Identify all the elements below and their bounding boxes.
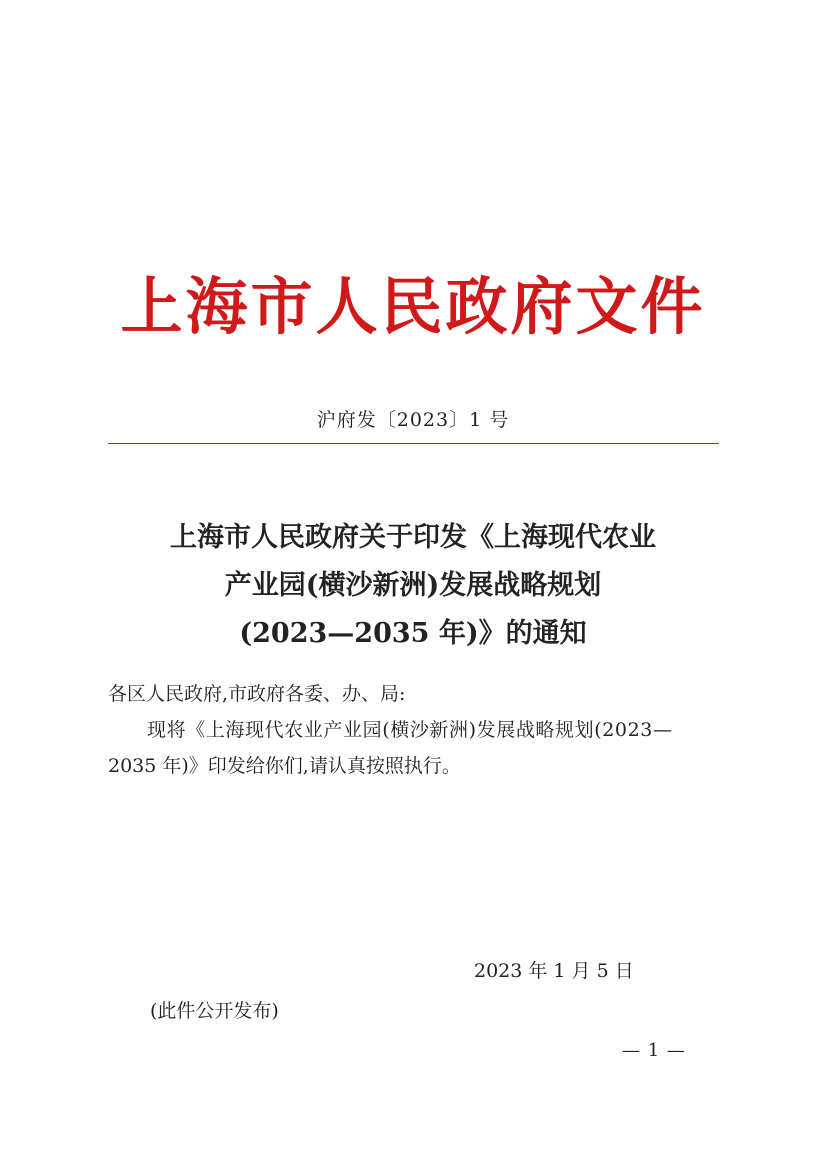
header-divider-rule bbox=[108, 443, 719, 444]
body-paragraph-line-1: 现将《上海现代农业产业园(横沙新洲)发展战略规划(2023— bbox=[147, 719, 673, 741]
notice-title-line-1: 上海市人民政府关于印发《上海现代农业 bbox=[170, 522, 656, 553]
disclosure-note: (此件公开发布) bbox=[150, 1000, 279, 1022]
addressee-line: 各区人民政府,市政府各委、办、局: bbox=[108, 683, 406, 705]
document-number: 沪府发〔2023〕1 号 bbox=[316, 409, 510, 431]
issuer-header-title: 上海市人民政府文件 bbox=[120, 270, 706, 343]
notice-title-line-3: (2023—2035 年)》的通知 bbox=[239, 618, 587, 649]
body-paragraph-line-2: 2035 年)》印发给你们,请认真按照执行。 bbox=[108, 755, 461, 777]
notice-title-line-2: 产业园(横沙新洲)发展战略规划 bbox=[224, 570, 602, 601]
page-number: — 1 — bbox=[622, 1040, 686, 1061]
issue-date: 2023 年 1 月 5 日 bbox=[474, 960, 634, 982]
